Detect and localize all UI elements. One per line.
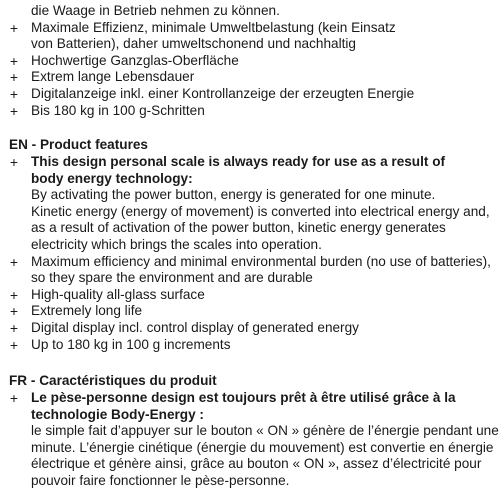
bullet-plus-icon: + (9, 319, 19, 336)
fr-heading: FR - Caractéristiques du produit (9, 373, 217, 388)
de-continuation-line: die Waage in Betrieb nehmen zu können. (31, 3, 280, 18)
en-feature-item (0, 337, 500, 354)
en-feature-text: Digital display incl. control display of generated energy (31, 319, 359, 335)
bullet-plus-icon: + (9, 52, 19, 69)
de-feature-item (0, 69, 500, 86)
de-section (0, 3, 500, 119)
en-feature-list (0, 254, 500, 354)
fr-lead-text-line-2: minute. L’énergie cinétique (énergie du mouvement) est convertie en énergie (31, 439, 494, 455)
de-feature-item (0, 20, 500, 53)
en-feature-item (0, 254, 500, 287)
en-feature-text: so they spare the environment and are durable (31, 270, 313, 286)
bullet-plus-icon: + (9, 85, 19, 102)
en-lead-text-line-1: By activating the power button, energy is generated for one minute. (31, 187, 436, 203)
fr-lead-text-line-4: pouvoir faire fonctionner le pèse-personne. (31, 472, 290, 488)
bullet-plus-icon: + (9, 303, 19, 320)
de-feature-text: Extrem lange Lebensdauer (31, 69, 195, 85)
de-feature-item (0, 86, 500, 103)
en-feature-text: Up to 180 kg in 100 g increments (31, 336, 231, 352)
bullet-plus-icon: + (9, 19, 19, 36)
en-feature-item (0, 287, 500, 304)
de-feature-text: Maximale Effizienz, minimale Umweltbelastung (kein Einsatz (31, 19, 396, 35)
de-feature-text: von Batterien), daher umweltschonend und nachhaltig (31, 36, 356, 52)
en-feature-item (0, 303, 500, 320)
en-lead-text-line-4: electricity which brings the scales into operation. (31, 236, 322, 252)
en-section (0, 137, 500, 353)
en-feature-text: Maximum efficiency and minimal environmental burden (no use of batteries), (31, 253, 491, 269)
en-lead-text-line-3: as a result of activation of the power button, kinetic energy generates (31, 220, 446, 236)
en-lead-text-line-2: Kinetic energy (energy of movement) is converted into electrical energy and, (31, 203, 490, 219)
bullet-plus-icon: + (9, 102, 19, 119)
bullet-plus-icon: + (9, 336, 19, 353)
de-feature-item (0, 103, 500, 120)
en-feature-text: High-quality all-glass surface (31, 286, 205, 302)
bullet-plus-icon: + (9, 286, 19, 303)
bullet-plus-icon: + (9, 154, 19, 170)
fr-section (0, 373, 500, 490)
en-feature-item (0, 320, 500, 337)
de-feature-text: Digitalanzeige inkl. einer Kontrollanzeige der erzeugten Energie (31, 85, 415, 101)
bullet-plus-icon: + (9, 69, 19, 86)
fr-lead-text-line-3: électrique et génère ainsi, grâce au bouton « ON », assez d’électricité pour (31, 456, 482, 472)
fr-lead-item (0, 390, 500, 490)
en-heading: EN - Product features (9, 137, 148, 152)
fr-lead-bold-line-2: technologie Body-Energy : (31, 406, 204, 422)
fr-lead-text-line-1: le simple fait d’appuyer sur le bouton « ON » génère de l’énergie pendant une (31, 423, 499, 439)
de-feature-text: Bis 180 kg in 100 g-Schritten (31, 102, 205, 118)
en-feature-text: Extremely long life (31, 303, 143, 319)
de-feature-text: Hochwertige Ganzglas-Oberfläche (31, 52, 239, 68)
en-lead-bold-line-1: This design personal scale is always ready for use as a result of (31, 154, 446, 169)
bullet-plus-icon: + (9, 253, 19, 270)
en-lead-bold-line-2: body energy technology: (31, 170, 193, 186)
fr-lead-bold-line-1: Le pèse-personne design est toujours prêt à être utilisé grâce à la (31, 390, 456, 405)
de-feature-item (0, 53, 500, 70)
en-lead-item (0, 154, 500, 254)
bullet-plus-icon: + (9, 390, 19, 406)
de-feature-list (0, 20, 500, 120)
